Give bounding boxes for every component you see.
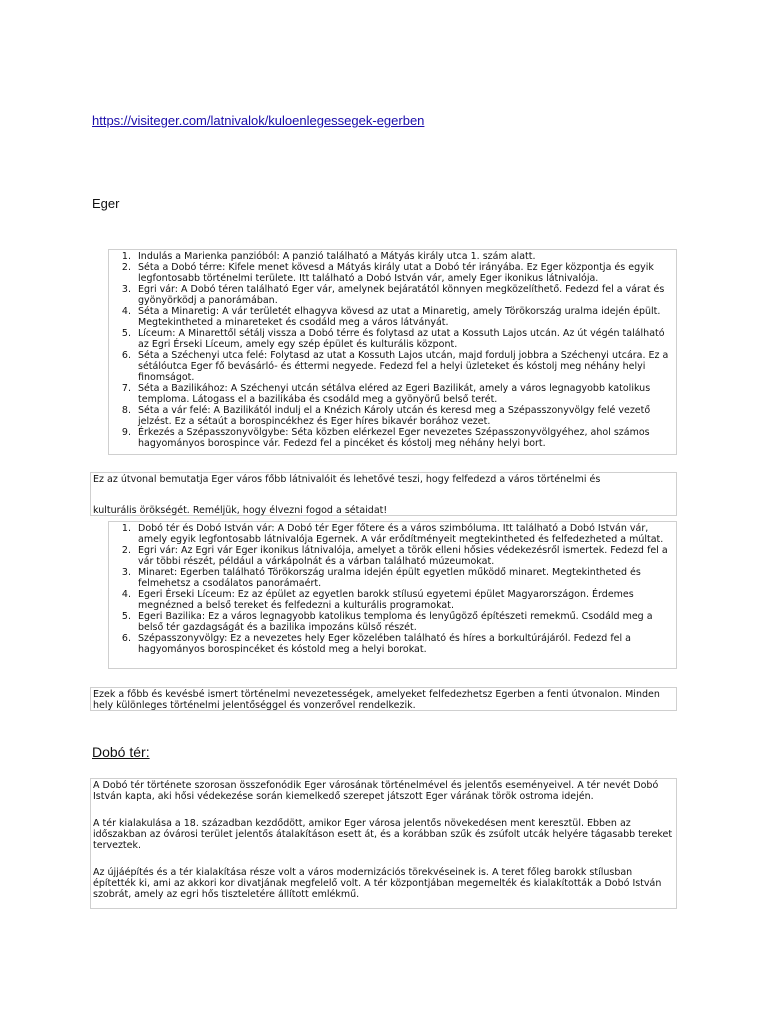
- list-item: 1. Dobó tér és Dobó István vár: A Dobó tér Eger főtere és a város szimbóluma. Itt található a Dobó István vár, amely egyik legfontosabb látnivalója Egernek. A vár erődítményeit megtekintheted és felfedezheted a múltat.: [121, 523, 664, 545]
- intro-paragraph: Ezek a főbb és kevésbé ismert történelmi nevezetességek, amelyeket felfedezhetsz Egerben a fenti útvonalon. Minden hely különleges történelmi jelentőséggel és vonzerővel rendelkezik.: [93, 689, 660, 711]
- summary-line-1: Ez az útvonal bemutatja Eger város főbb látnivalóit és lehetővé teszi, hogy felfedezd a város történelmi és: [93, 474, 601, 485]
- dobo-paragraph: A tér kialakulása a 18. században kezdődött, amikor Eger városa jelentős növekedésen ment keresztül. Ebben az időszakban az óvárosi terület jelentős átalakításon esett át, és a korábban szűk és zsúfolt utcák helyére tágasabb tereket terveztek.: [93, 818, 673, 851]
- list-item-text: Séta a Bazilikához: A Széchenyi utcán sétálva eléred az Egeri Bazilikát, amely a város legnagyobb katolikus temploma. Látogass el a bazilikába és csodáld meg a gyönyörű belső terét.: [138, 383, 651, 405]
- list-item: 2. Egri vár: Az Egri vár Eger ikonikus látnivalója, amelyet a török elleni hősies védekezésről ismertek. Fedezd fel a vár többi részét, például a várkápolnát és a várban található múzeumokat.: [121, 545, 668, 567]
- sights-list: [109, 523, 674, 655]
- list-item: 2. Séta a Dobó térre: Kifele menet kövesd a Mátyás király utat a Dobó tér irányába. Ez Eger központja és egyik legfontosabb történelmi területe. Itt található a Dobó István vár, amely Eger ikonikus látnivalója.: [121, 262, 654, 284]
- list-item: 3. Egri vár: A Dobó téren található Eger vár, amelynek bejáratától könnyen megközelíthető. Fedezd fel a várat és gyönyörködj a panorámában.: [121, 284, 665, 306]
- sights-list-box: [108, 521, 677, 669]
- list-item-text: Szépasszonyvölgy: Ez a nevezetes hely Eger közelében található és híres a borkultúrájáról. Fedezd fel a hagyományos borospincéket és kóstold meg a helyi borokat.: [138, 633, 632, 655]
- list-item: 6. Szépasszonyvölgy: Ez a nevezetes hely Eger közelében található és híres a borkultúrájáról. Fedezd fel a hagyományos borospincéket és kóstold meg a helyi borokat.: [121, 633, 632, 655]
- list-item: 7. Séta a Bazilikához: A Széchenyi utcán sétálva eléred az Egeri Bazilikát, amely a város legnagyobb katolikus temploma. Látogass el a bazilikába és csodáld meg a gyönyörű belső terét.: [121, 383, 651, 405]
- list-item: 6. Séta a Széchenyi utca felé: Folytasd az utat a Kossuth Lajos utcán, majd fordulj jobbra a Széchenyi utcára. Ez a sétálóutca Eger fő bevásárló- és éttermi negyede. Fedezd fel a helyi üzleteket és kóstolj meg néhány helyi finomságot.: [121, 350, 669, 383]
- list-item-text: Indulás a Marienka panzióból: A panzió található a Mátyás király utca 1. szám alatt.: [138, 251, 536, 262]
- list-item-text: Érkezés a Szépasszonyvölgybe: Séta közben elérkezel Eger nevezetes Szépasszonyvölgyéhez, ahol számos hagyományos borospince vár. Fedezd fel a pincéket és kóstolj meg néhány helyi bort.: [138, 427, 650, 449]
- dobo-paragraph: A Dobó tér története szorosan összefonódik Eger városának történelmével és jelentős eseményeivel. A tér nevét Dobó István kapta, aki hősi védekezése során kiemelkedő szerepet játszott Eger várának török ostroma idején.: [93, 780, 659, 802]
- route-list: [109, 251, 674, 449]
- source-link[interactable]: https://visiteger.com/latnivalok/kuloenlegessegek-egerben: [92, 113, 425, 128]
- page-title: Eger: [92, 196, 120, 211]
- list-item-text: Dobó tér és Dobó István vár: A Dobó tér Eger főtere és a város szimbóluma. Itt található a Dobó István vár, amely egyik legfontosabb látnivalója Egernek. A vár erődítményeit megtekintheted és felfedezheted a múltat.: [138, 523, 664, 545]
- list-item: 5. Egeri Bazilika: Ez a város legnagyobb katolikus temploma és lenyűgöző építészeti remekmű. Csodáld meg a belső tér gazdagságát és a bazilika impozáns külső részét.: [121, 611, 653, 633]
- route-list-box: [108, 249, 677, 455]
- list-item-text: Séta a Minaretig: A vár területét elhagyva kövesd az utat a Minaretig, amely Törökország uralma idején épült. Megtekintheted a minareteket és csodáld meg a város látványát.: [138, 306, 661, 328]
- list-item: 8. Séta a vár felé: A Bazilikától indulj el a Knézich Károly utcán és keresd meg a Szépasszonyvölgy felé vezető jelzést. Ez a sétaút a borospincékhez és Eger híres bikavér borához vezet.: [121, 405, 651, 427]
- dobo-ter-box: [90, 778, 677, 909]
- list-item: 4. Séta a Minaretig: A vár területét elhagyva kövesd az utat a Minaretig, amely Törökország uralma idején épült. Megtekintheted a minareteket és csodáld meg a város látványát.: [121, 306, 661, 328]
- intro-box: [90, 687, 677, 711]
- list-item: 4. Egeri Érseki Líceum: Ez az épület az egyetlen barokk stílusú egyetemi épület Magyarországon. Érdemes megnézned a belső tereket és felfedezni a kulturális programokat.: [121, 589, 634, 611]
- list-item-text: Egri vár: A Dobó téren található Eger vár, amelynek bejáratától könnyen megközelíthető. Fedezd fel a várat és gyönyörködj a panorámában.: [138, 284, 665, 306]
- list-item: 5. Líceum: A Minarettől sétálj vissza a Dobó térre és folytasd az utat a Kossuth Lajos utcán. Az út végén található az Egri Érseki Líceum, amely egy szép épület és kulturális központ.: [121, 328, 665, 350]
- list-item-text: Minaret: Egerben található Törökország uralma idején épült egyetlen működő minaret. Megtekintheted és felmehetsz a csodálatos panorámaért.: [138, 567, 641, 589]
- summary-box: [90, 472, 677, 516]
- list-item-text: Líceum: A Minarettől sétálj vissza a Dobó térre és folytasd az utat a Kossuth Lajos utcán. Az út végén található az Egri Érseki Líceum, amely egy szép épület és kulturális központ.: [138, 328, 665, 350]
- section-heading: Dobó tér:: [92, 744, 150, 760]
- summary-line-2: kulturális örökségét. Reméljük, hogy élvezni fogod a sétaidat!: [93, 505, 388, 516]
- list-item-text: Egri vár: Az Egri vár Eger ikonikus látnivalója, amelyet a török elleni hősies védekezésről ismertek. Fedezd fel a vár többi részét, például a várkápolnát és a várban található múzeumokat.: [138, 545, 668, 567]
- list-item: 3. Minaret: Egerben található Törökország uralma idején épült egyetlen működő minaret. Megtekintheted és felmehetsz a csodálatos panorámaért.: [121, 567, 641, 589]
- list-item-text: Séta a Széchenyi utca felé: Folytasd az utat a Kossuth Lajos utcán, majd fordulj jobbra a Széchenyi utcára. Ez a sétálóutca Eger fő bevásárló- és éttermi negyede. Fedezd fel a helyi üzleteket és kóstolj meg néhány helyi finomságot.: [138, 350, 669, 383]
- list-item-text: Séta a vár felé: A Bazilikától indulj el a Knézich Károly utcán és keresd meg a Szépasszonyvölgy felé vezető jelzést. Ez a sétaút a borospincékhez és Eger híres bikavér borához vezet.: [138, 405, 651, 427]
- list-item: 1. Indulás a Marienka panzióból: A panzió található a Mátyás király utca 1. szám alatt.: [121, 251, 536, 262]
- list-item-text: Egeri Bazilika: Ez a város legnagyobb katolikus temploma és lenyűgöző építészeti remekmű. Csodáld meg a belső tér gazdagságát és a bazilika impozáns külső részét.: [138, 611, 653, 633]
- list-item-text: Egeri Érseki Líceum: Ez az épület az egyetlen barokk stílusú egyetemi épület Magyarországon. Érdemes megnézned a belső tereket és felfedezni a kulturális programokat.: [138, 589, 634, 611]
- list-item: 9. Érkezés a Szépasszonyvölgybe: Séta közben elérkezel Eger nevezetes Szépasszonyvölgyéhez, ahol számos hagyományos borospince vár. Fedezd fel a pincéket és kóstolj meg néhány helyi bort.: [121, 427, 650, 449]
- list-item-text: Séta a Dobó térre: Kifele menet kövesd a Mátyás király utat a Dobó tér irányába. Ez Eger központja és egyik legfontosabb történelmi területe. Itt található a Dobó István vár, amely Eger ikonikus látnivalója.: [138, 262, 654, 284]
- dobo-paragraph: Az újjáépítés és a tér kialakítása része volt a város modernizációs törekvéseinek is. A teret főleg barokk stílusban építették ki, ami az akkori kor divatjának megfelelő volt. A tér központjában megemelték és kialakították a Dobó István szobrát, amely az egri hős tiszteletére állított emlékmű.: [93, 867, 662, 900]
